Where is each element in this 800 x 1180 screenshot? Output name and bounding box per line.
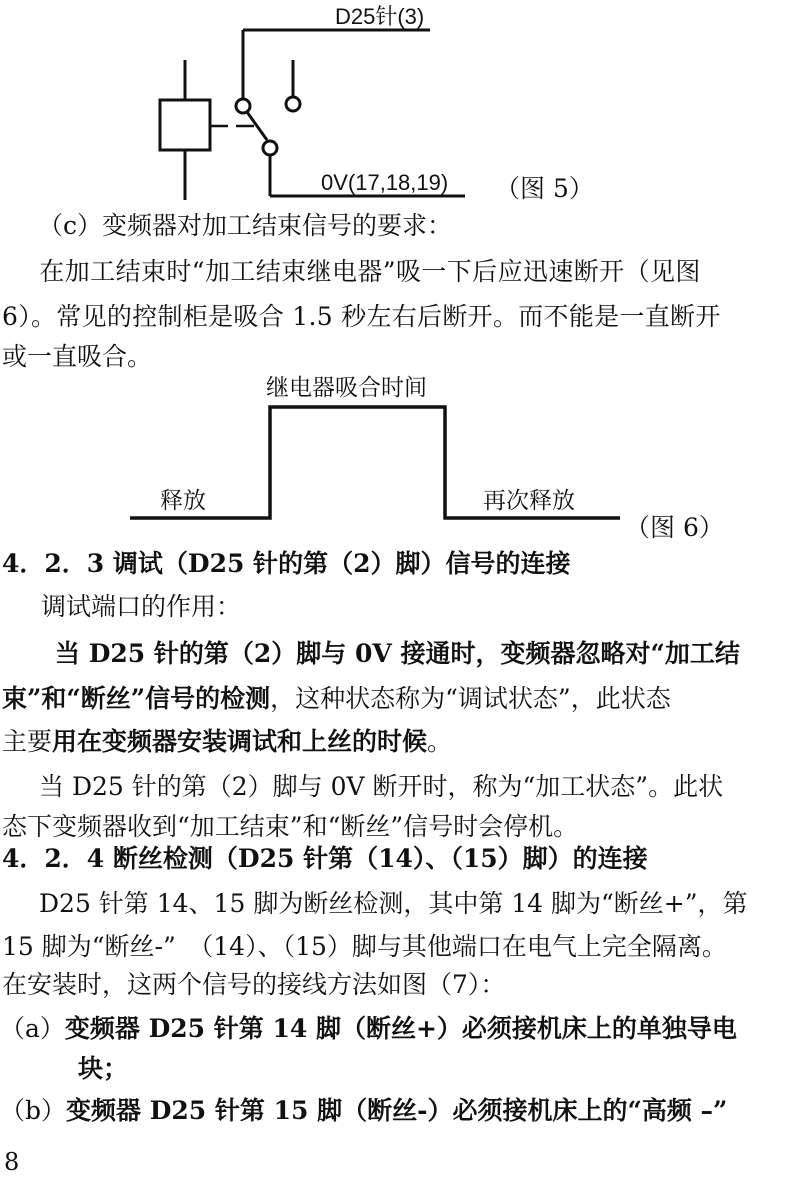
section-4-2-3-p1-line-2 [2,682,671,716]
section-4-2-3-heading: 4．2．3 调试（D25 针的第（2）脚）信号的连接 [2,549,571,578]
p1-line-3-end: 。 [427,727,453,756]
section-4-2-3-p2-line-2: 态下变频器收到“加工结束”和“断丝”信号时会停机。 [2,812,579,841]
section-4-2-3-intro: 调试端口的作用： [16,592,242,621]
section-c-paragraph-line-1: 在加工结束时“加工结束继电器”吸一下后应迅速断开（见图 [14,257,701,286]
section-4-2-4-heading: 4．2．4 断丝检测（D25 针第（14）、（15）脚）的连接 [2,844,648,873]
list-item-a-line-2: 块； [78,1054,129,1083]
figure-6-label-left: 释放 [160,487,206,513]
figure-5-relay-diagram [0,0,800,205]
figure-6-label-right: 再次释放 [483,487,575,513]
section-4-2-4-paragraph-line-2: 15 脚为“断丝-” （14）、（15）脚与其他端口在电气上完全隔离。 [2,932,727,961]
list-item-b-line-1: 变频器 D25 针第 15 脚（断丝-）必须接机床上的“高频 –” [66,1096,728,1125]
page-number: 8 [4,1148,20,1176]
p1-line-3-normal: 主要 [2,727,53,756]
section-c-paragraph-line-3: 或一直吸合。 [2,342,153,371]
figure-5-label-top: D25针(3) [335,4,425,29]
section-4-2-4-paragraph-line-3: 在安装时，这两个信号的接线方法如图（7）： [2,970,506,999]
section-4-2-3-p1-line-3 [2,725,452,759]
figure-6-timing-diagram [0,370,800,545]
list-item-b-prefix: （b） [0,1096,67,1125]
section-4-2-4-paragraph-line-1: D25 针第 14、15 脚为断丝检测，其中第 14 脚为“断丝+”，第 [14,889,748,918]
p1-line-3-bold: 用在变频器安装调试和上丝的时候 [52,727,428,756]
p1-line-2-bold: 束”和“断丝”信号的检测 [2,684,271,713]
list-item-a [0,1012,737,1046]
figure-5-caption: （图 5） [495,174,594,203]
list-item-a-line-1: 变频器 D25 针第 14 脚（断丝+）必须接机床上的单独导电 [64,1014,737,1043]
p1-line-2-normal: ，这种状态称为“调试状态”，此状态 [270,684,671,713]
section-4-2-3-p1-line-1: 当 D25 针的第（2）脚与 0V 接通时，变频器忽略对“加工结 [30,639,740,668]
figure-6-caption: （图 6） [625,513,724,542]
section-c-paragraph-line-2: 6）。常见的控制柜是吸合 1.5 秒左右后断开。而不能是一直断开 [2,302,721,331]
figure-5-label-bottom: 0V(17,18,19) [321,170,449,195]
section-c-heading: （c）变频器对加工结束信号的要求： [38,211,453,240]
figure-6-label-top: 继电器吸合时间 [266,374,427,400]
section-4-2-3-p2-line-1: 当 D25 针的第（2）脚与 0V 断开时，称为“加工状态”。此状 [14,772,724,801]
list-item-b [0,1094,727,1128]
list-item-a-prefix: （a） [0,1014,65,1043]
